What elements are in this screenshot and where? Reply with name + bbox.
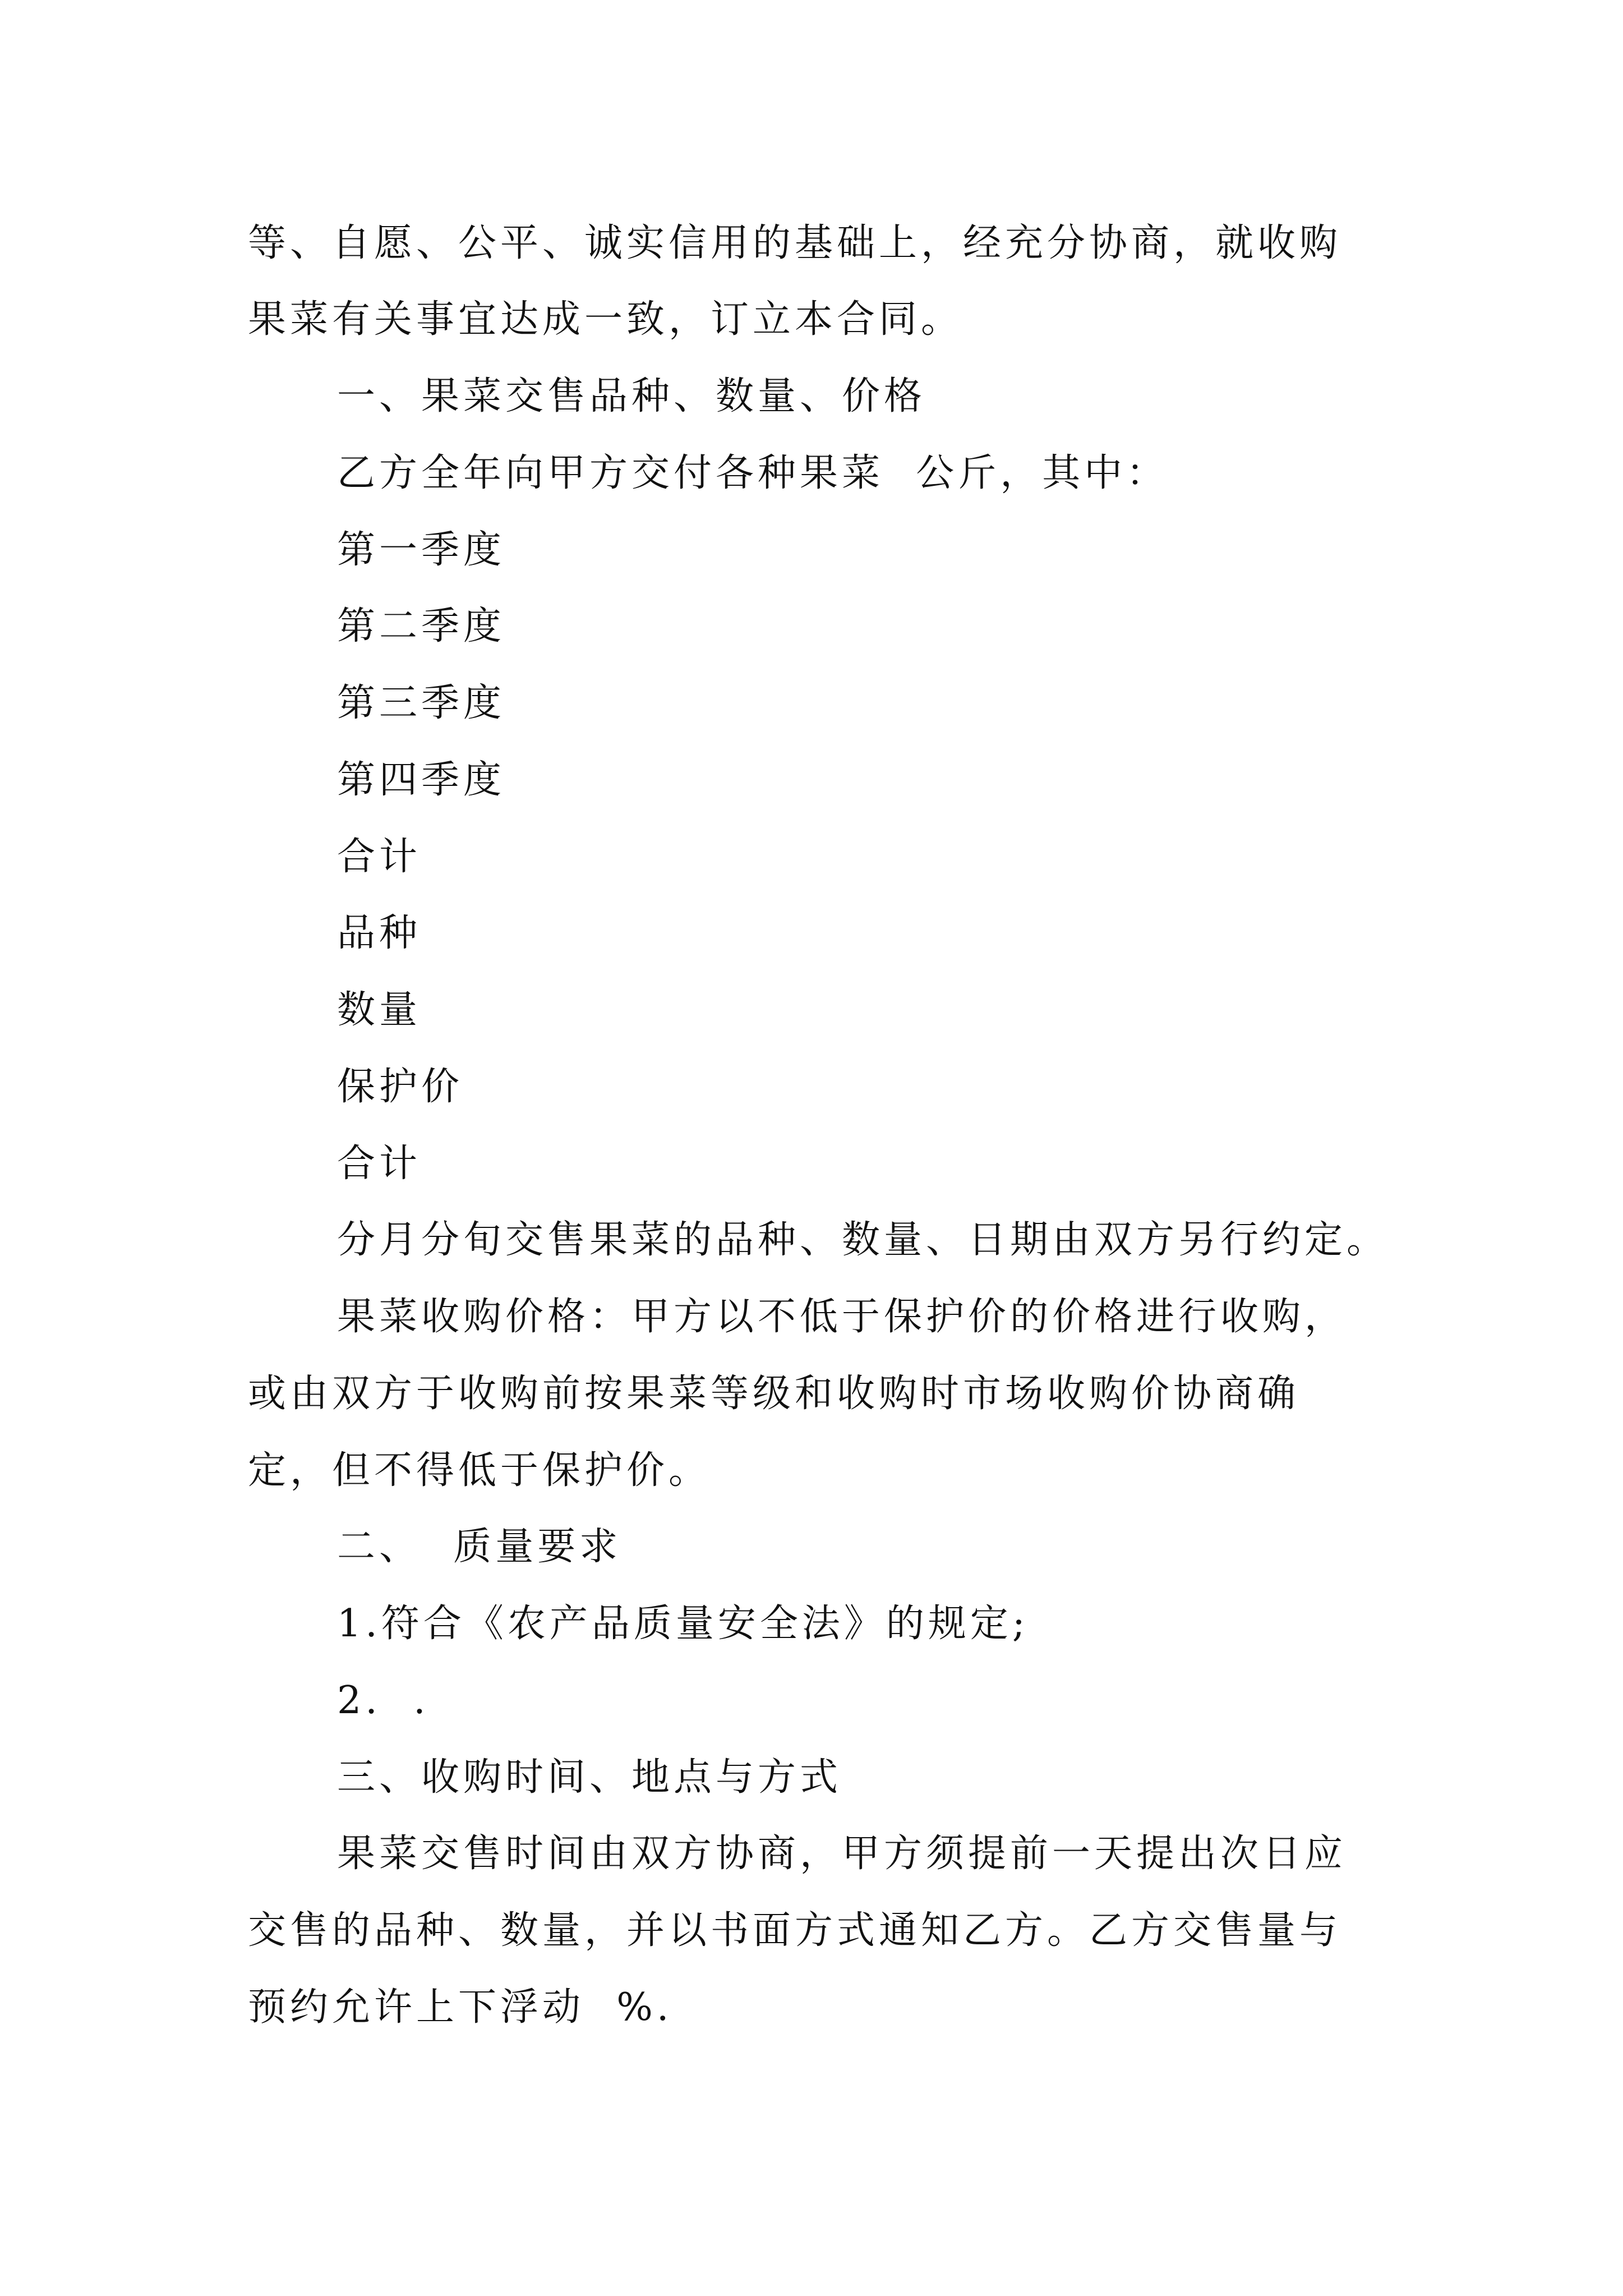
paragraph-line: 或由双方于收购前按果菜等级和收购时市场收购价协商确 xyxy=(248,1372,1300,1416)
list-item: 数量 xyxy=(337,988,422,1032)
section-heading-1: 一、果菜交售品种、数量、价格 xyxy=(337,374,926,418)
list-item: 第二季度 xyxy=(337,604,506,648)
section-heading-3: 三、收购时间、地点与方式 xyxy=(337,1755,842,1800)
list-item: 第四季度 xyxy=(337,758,506,802)
paragraph-line: 交售的品种、数量，并以书面方式通知乙方。乙方交售量与 xyxy=(248,1908,1342,1953)
paragraph-line: 等、自愿、公平、诚实信用的基础上，经充分协商，就收购 xyxy=(248,221,1342,265)
paragraph-line: 乙方全年向甲方交付各种果菜 公斤，其中： xyxy=(337,451,1169,495)
list-item: 1.符合《农产品质量安全法》的规定; xyxy=(337,1602,1029,1646)
paragraph-line: 果菜收购价格：甲方以不低于保护价的价格进行收购， xyxy=(337,1295,1347,1339)
paragraph-line: 定，但不得低于保护价。 xyxy=(248,1448,711,1493)
paragraph-line: 果菜有关事宜达成一致，订立本合同。 xyxy=(248,297,963,342)
list-item: 保护价 xyxy=(337,1065,464,1109)
paragraph-line: 分月分旬交售果菜的品种、数量、日期由双方另行约定。 xyxy=(337,1218,1389,1262)
paragraph-line: 预约允许上下浮动 %. xyxy=(248,1985,673,2030)
list-item: 品种 xyxy=(337,911,422,955)
list-item: 合计 xyxy=(337,1142,422,1186)
paragraph-line: 果菜交售时间由双方协商，甲方须提前一天提出次日应 xyxy=(337,1832,1347,1876)
list-item: 第一季度 xyxy=(337,528,506,572)
list-item: 2. . xyxy=(337,1678,430,1723)
section-heading-2: 二、 质量要求 xyxy=(337,1525,622,1569)
list-item: 第三季度 xyxy=(337,681,506,725)
list-item: 合计 xyxy=(337,835,422,879)
